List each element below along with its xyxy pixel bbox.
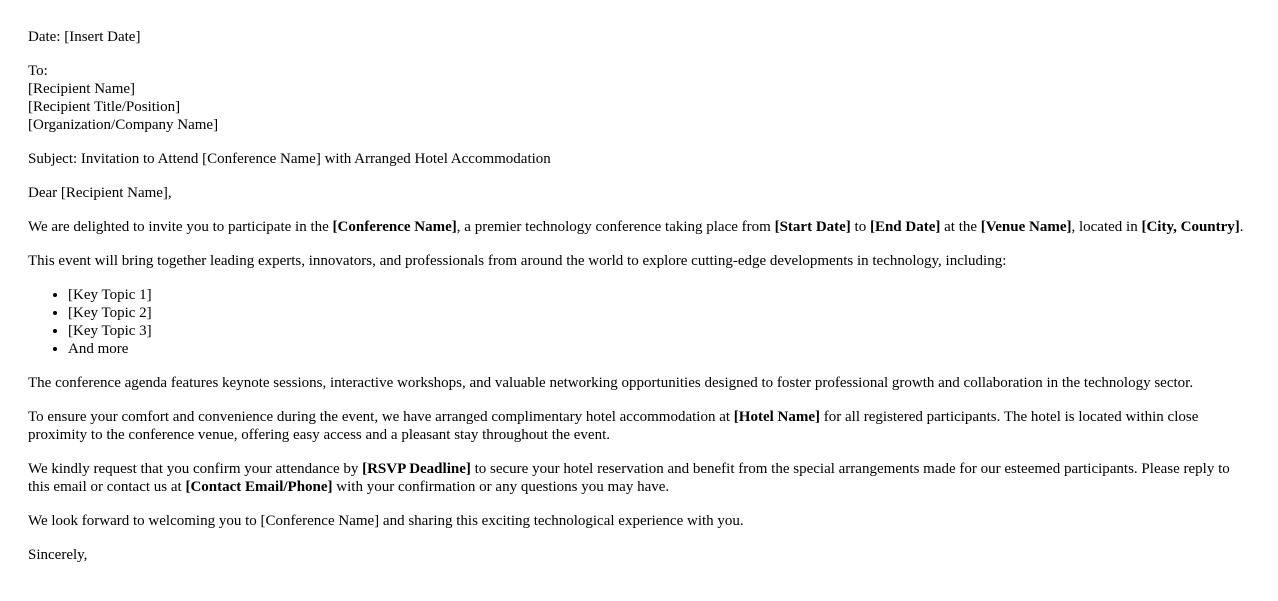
list-item: • [Key Topic 1] — [68, 286, 1250, 304]
closing: Sincerely, — [28, 547, 88, 563]
list-item: • [Key Topic 2] — [68, 304, 1250, 322]
topics-list — [28, 286, 1250, 358]
subject-line: Subject: Invitation to Attend [Conference Name] with Arranged Hotel Accommodation — [28, 151, 551, 167]
end-date: [End Date] — [869, 219, 941, 235]
contact-info: [Contact Email/Phone] — [185, 479, 333, 495]
text-segment: We are delighted to invite you to participate in the — [28, 219, 333, 235]
text-segment: We kindly request that you confirm your attendance by — [28, 461, 363, 477]
text-segment: to secure your hotel reservation and benefit from the special arrangements made for our esteemed participants. Please reply to this email or contact us at — [28, 461, 1230, 495]
recipient-name: [Recipient Name] — [28, 81, 136, 97]
recipient-title: [Recipient Title/Position] — [28, 99, 181, 115]
rsvp-paragraph — [28, 460, 1250, 496]
list-item: • And more — [68, 340, 1250, 358]
to-label: To: — [28, 63, 48, 79]
event-overview-paragraph: This event will bring together leading experts, innovators, and professionals from around the world to explore cutting-edge developments in technology, including: — [28, 253, 1007, 269]
recipient-block — [28, 62, 1250, 134]
text-segment: To ensure your comfort and convenience during the event, we have arranged complimentary hotel accommodation at — [28, 409, 734, 425]
recipient-organization: [Organization/Company Name] — [28, 117, 219, 133]
text-segment: . — [1239, 219, 1244, 235]
venue-name: [Venue Name] — [980, 219, 1072, 235]
text-segment: , a premier technology conference taking place from — [456, 219, 775, 235]
closing-remarks-paragraph: We look forward to welcoming you to [Conference Name] and sharing this exciting technological experience with you. — [28, 513, 744, 529]
conference-name: [Conference Name] — [332, 219, 457, 235]
hotel-name: [Hotel Name] — [733, 409, 820, 425]
text-segment: for all registered participants. The hotel is located within close proximity to the conference venue, offering easy access and a pleasant stay throughout the event. — [28, 409, 1199, 443]
agenda-paragraph: The conference agenda features keynote sessions, interactive workshops, and valuable networking opportunities designed to foster professional growth and collaboration in the technology sector. — [28, 375, 1194, 391]
start-date: [Start Date] — [774, 219, 851, 235]
text-segment: , located in — [1071, 219, 1142, 235]
city-country: [City, Country] — [1141, 219, 1240, 235]
hotel-paragraph — [28, 408, 1250, 444]
text-segment: at the — [940, 219, 981, 235]
text-segment: to — [850, 219, 870, 235]
list-item: • [Key Topic 3] — [68, 322, 1250, 340]
text-segment: with your confirmation or any questions you may have. — [332, 479, 670, 495]
date-line: Date: [Insert Date] — [28, 29, 141, 45]
salutation: Dear [Recipient Name], — [28, 185, 172, 201]
invitation-paragraph — [28, 218, 1250, 236]
rsvp-deadline: [RSVP Deadline] — [362, 461, 471, 477]
